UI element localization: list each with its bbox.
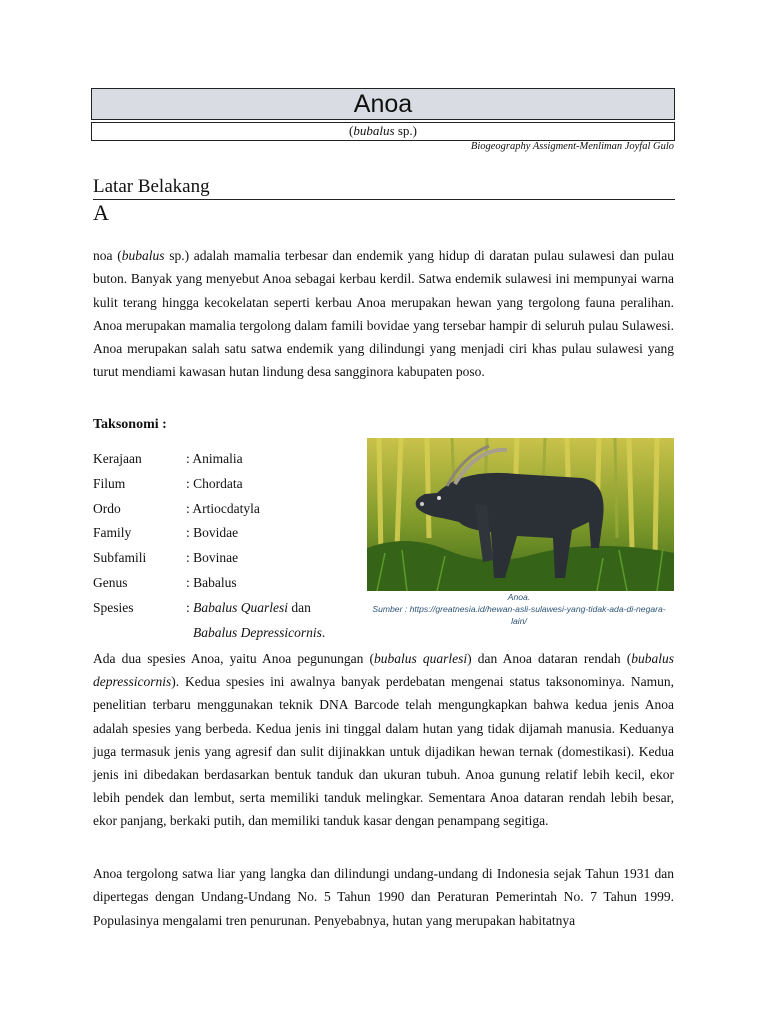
taxonomy-key: Ordo xyxy=(93,500,121,516)
taxonomy-row xyxy=(93,546,311,571)
caption-title: Anoa. xyxy=(507,592,531,602)
taxonomy-row-species xyxy=(93,596,311,621)
subtitle-genus: bubalus xyxy=(353,123,395,138)
species-name-2: Babalus Depressicornis xyxy=(193,625,322,640)
page-title: Anoa xyxy=(91,88,675,120)
figure-caption xyxy=(366,591,672,627)
intro-text-c: sp.) adalah mamalia terbesar dan endemik yang hidup di daratan pulau sulawesi dan pulau buton. Banyak yang menyebut Anoa sebagai kerbau kerdil. Satwa endemik sulawesi ini mempunyai warna kulit terang hingga kecokelatan seperti kerbau Anoa merupakan hewan yang tergolong fauna peralihan. Anoa merupakan mamalia tergolong dalam famili bovidae yang tersebar hampir di seluruh pulau Sulawesi. Anoa merupakan salah satu satwa endemik yang dilindungi yang menjadi ciri khas pulau sulawesi yang turut mendiami kawasan hutan lindung desa sangginora kabupaten poso. xyxy=(93,248,674,380)
anoa-photo xyxy=(367,438,674,591)
taxonomy-title: Taksonomi : xyxy=(93,417,167,432)
taxonomy-key: Family xyxy=(93,525,132,541)
taxonomy-key: Spesies xyxy=(93,599,134,615)
taxonomy-key: Genus xyxy=(93,574,128,590)
species-name-1: Babalus Quarlesi xyxy=(193,599,289,615)
taxonomy-value: : Artiocdatyla xyxy=(186,500,260,516)
taxonomy-value: : Chordata xyxy=(186,475,243,491)
anoa-photo-illustration xyxy=(367,438,674,591)
section-heading: Latar Belakang xyxy=(93,176,675,200)
caption-source: Sumber : https://greatnesia.id/hewan-asli-sulawesi-yang-tidak-ada-di-negara-lain/ xyxy=(372,604,666,626)
scientific-name-subtitle xyxy=(91,122,675,141)
taxonomy-table xyxy=(93,447,311,621)
taxonomy-value: : Bovidae xyxy=(186,525,239,541)
author-line: Biogeography Assigment-Menliman Joyfal Gulo xyxy=(470,141,674,152)
taxonomy-key: Kerajaan xyxy=(93,451,142,466)
taxonomy-key: Subfamili xyxy=(93,550,147,566)
species-end: . xyxy=(321,625,326,640)
taxonomy-key: Filum xyxy=(93,475,126,491)
subtitle-rest: sp.) xyxy=(394,123,417,138)
body-text-italic: bubalus depressicornis xyxy=(93,651,674,690)
body-text: ) dan Anoa dataran rendah ( xyxy=(467,651,632,666)
body-text-italic: bubalus quarlesi xyxy=(374,651,468,666)
taxonomy-value: : Bovinae xyxy=(186,550,239,566)
species-name-2-line xyxy=(193,622,325,644)
dropcap-letter: A xyxy=(93,200,109,225)
intro-text-a: noa ( xyxy=(93,248,122,263)
intro-text-italic: bubalus xyxy=(121,248,165,263)
taxonomy-row xyxy=(93,521,311,546)
species-paragraph xyxy=(93,647,674,833)
species-and: dan xyxy=(288,599,311,615)
taxonomy-value: : Animalia xyxy=(186,451,243,466)
taxonomy-row xyxy=(93,447,311,472)
taxonomy-row xyxy=(93,497,311,522)
subtitle-open: ( xyxy=(349,123,354,138)
intro-paragraph xyxy=(93,244,674,384)
species-colon: : xyxy=(186,599,194,615)
body-text: Ada dua spesies Anoa, yaitu Anoa pegunungan ( xyxy=(93,651,374,666)
taxonomy-row xyxy=(93,571,311,596)
taxonomy-value: : Babalus xyxy=(186,574,237,590)
taxonomy-row xyxy=(93,472,311,497)
protection-paragraph: Anoa tergolong satwa liar yang langka dan dilindungi undang-undang di Indonesia sejak Tahun 1931 dan dipertegas dengan Undang-Undang No. 5 Tahun 1990 dan Peraturan Pemerintah No. 7 Tahun 1999. Populasinya mengalami tren penurunan. Penyebabnya, hutan yang merupakan habitatnya xyxy=(93,866,674,928)
taxonomy-value xyxy=(186,596,311,621)
body-text: ). Kedua spesies ini awalnya banyak perdebatan mengenai status taksonominya. Namun, penelitian terbaru menggunakan teknik DNA Barcode telah mengungkapkan bahwa kedua jenis Anoa adalah spesies yang berbeda. Kedua jenis ini tinggal dalam hutan yang tidak dijamah manusia. Keduanya juga termasuk jenis yang agresif dan sulit dijinakkan untuk dijadikan hewan ternak (domestikasi). Kedua jenis ini dibedakan berdasarkan bentuk tanduk dan ukuran tubuh. Anoa gunung relatif lebih kecil, ekor lebih pendek dan lembut, serta memiliki tanduk melingkar. Sementara Anoa dataran rendah lebih besar, ekor panjang, berkaki putih, dan memiliki tanduk kasar dengan penampang segitiga. xyxy=(93,674,674,829)
